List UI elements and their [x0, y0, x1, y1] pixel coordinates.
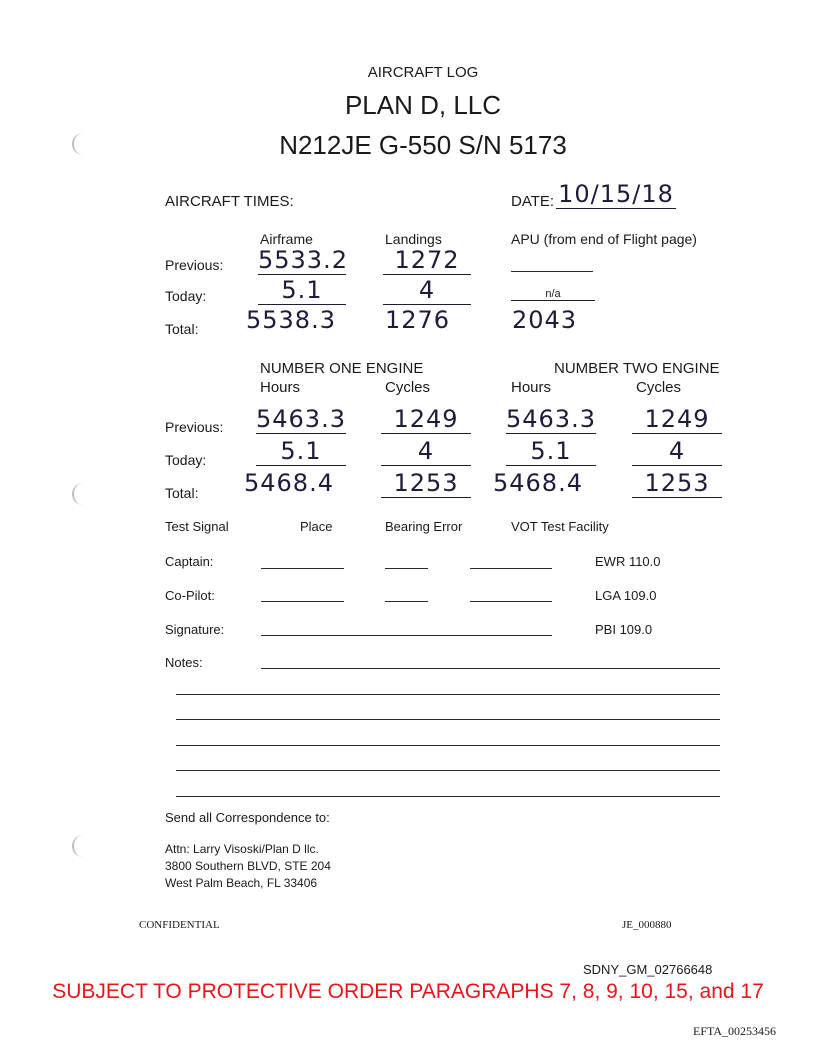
airframe-value: 5538.3	[246, 306, 336, 334]
apu-line	[511, 271, 593, 272]
col-place: Place	[300, 519, 333, 534]
row-label: Today:	[165, 288, 207, 304]
row-label: Today:	[165, 452, 207, 468]
airframe-value: 5.1	[258, 276, 346, 305]
vot-facility: PBI 109.0	[595, 622, 653, 637]
correspondence-heading: Send all Correspondence to:	[165, 810, 330, 825]
copilot-vot-line	[470, 601, 552, 602]
notes-line	[176, 770, 720, 771]
date-value: 10/15/18	[556, 180, 676, 209]
engine-two-heading: NUMBER TWO ENGINE	[554, 360, 720, 377]
landings-value: 1276	[385, 306, 451, 334]
e2-cycles-header: Cycles	[636, 379, 682, 396]
apu-value: 2043	[512, 306, 578, 334]
engine-one-heading: NUMBER ONE ENGINE	[260, 360, 424, 377]
company-name: PLAN D, LLC	[344, 90, 502, 120]
e2-cycles-value: 1253	[632, 469, 722, 498]
signature-line	[261, 635, 552, 636]
e1-cycles-value: 1249	[381, 405, 471, 434]
captain-bearing-line	[385, 568, 428, 569]
confidential-stamp: CONFIDENTIAL	[139, 919, 220, 931]
col-landings: Landings	[385, 231, 442, 247]
row-label: Previous:	[165, 419, 224, 435]
col-apu: APU (from end of Flight page)	[511, 231, 697, 247]
efta-number: EFTA_00253456	[693, 1024, 777, 1038]
col-vot: VOT Test Facility	[511, 519, 609, 534]
protective-order-notice: SUBJECT TO PROTECTIVE ORDER PARAGRAPHS 7, 8, 9, 10, 15, and 17	[52, 980, 764, 1003]
notes-line	[176, 796, 720, 797]
notes-line	[176, 694, 720, 695]
e1-hours-value: 5.1	[256, 437, 346, 466]
notes-label: Notes:	[165, 655, 203, 670]
landings-value: 4	[383, 276, 471, 305]
e1-hours-header: Hours	[260, 379, 301, 396]
captain-label: Captain:	[165, 554, 214, 569]
copilot-place-line	[261, 601, 344, 602]
e1-hours-value: 5468.4	[244, 469, 334, 497]
e2-cycles-value: 1249	[632, 405, 722, 434]
copilot-label: Co-Pilot:	[165, 588, 215, 603]
address-line: 3800 Southern BLVD, STE 204	[165, 859, 331, 873]
binder-hole-middle	[72, 483, 90, 505]
captain-vot-line	[470, 568, 552, 569]
e1-cycles-value: 4	[381, 437, 471, 466]
row-label: Total:	[165, 485, 199, 501]
address-line: West Palm Beach, FL 33406	[165, 876, 318, 890]
binder-hole-bottom	[72, 835, 90, 857]
landings-value: 1272	[383, 246, 471, 275]
row-label: Total:	[165, 321, 199, 337]
signature-label: Signature:	[165, 622, 225, 637]
aircraft-times-label: AIRCRAFT TIMES:	[165, 193, 294, 210]
captain-place-line	[261, 568, 344, 569]
col-airframe: Airframe	[260, 231, 313, 247]
vot-facility: LGA 109.0	[595, 588, 657, 603]
bates-number: JE_000880	[622, 919, 672, 931]
e2-hours-value: 5.1	[506, 437, 596, 466]
address-line: Attn: Larry Visoski/Plan D llc.	[165, 842, 319, 856]
e2-hours-value: 5463.3	[506, 405, 596, 433]
log-title: AIRCRAFT LOG	[367, 64, 479, 81]
e1-cycles-value: 1253	[381, 469, 471, 498]
e2-hours-value: 5468.4	[493, 469, 583, 497]
vot-facility: EWR 110.0	[595, 554, 661, 569]
aircraft-id: N212JE G-550 S/N 5173	[279, 130, 567, 160]
date-label: DATE:	[511, 193, 555, 210]
notes-line	[261, 668, 720, 669]
notes-line	[176, 719, 720, 720]
col-bearing-error: Bearing Error	[385, 519, 463, 534]
e1-cycles-header: Cycles	[385, 379, 431, 396]
e1-hours-value: 5463.3	[256, 405, 346, 433]
apu-value: n/a	[511, 288, 595, 301]
notes-line	[176, 745, 720, 746]
e2-hours-header: Hours	[511, 379, 552, 396]
copilot-bearing-line	[385, 601, 428, 602]
row-label: Previous:	[165, 257, 224, 273]
e2-cycles-value: 4	[632, 437, 722, 466]
sdny-bates-number: SDNY_GM_02766648	[583, 962, 713, 977]
col-test-signal: Test Signal	[165, 519, 229, 534]
airframe-value: 5533.2	[258, 246, 348, 274]
